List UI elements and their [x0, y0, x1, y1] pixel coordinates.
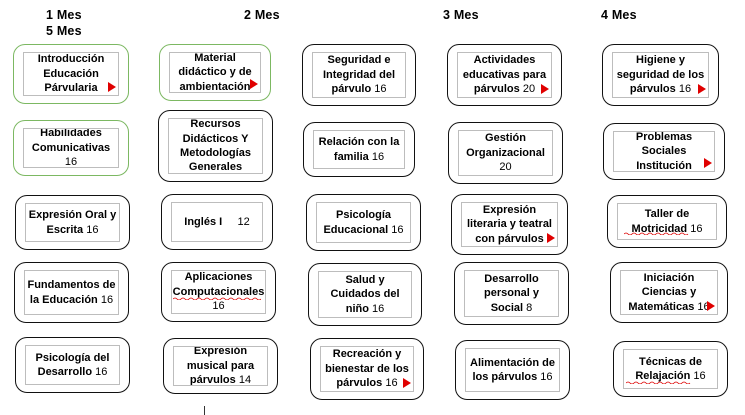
- course-hours: 16: [95, 366, 108, 378]
- month-header-4: 4 Mes: [601, 8, 637, 22]
- course-name: Expresión Oral y Escrita: [28, 209, 117, 236]
- flag-icon: [698, 84, 706, 94]
- course-card[interactable]: [13, 44, 129, 104]
- month-header-1: 1 Mes 5 Mes: [46, 8, 82, 38]
- course-label-box: [320, 346, 414, 392]
- course-card[interactable]: [302, 44, 416, 106]
- course-hours: 16: [372, 302, 385, 315]
- course-hours: 16: [385, 377, 398, 390]
- course-label-box: [465, 348, 560, 392]
- course-card[interactable]: [455, 340, 570, 400]
- course-name: Gestión Organizacional: [466, 132, 545, 159]
- course-name: Habilidades Comunicativas: [31, 128, 111, 154]
- course-hours: 16: [391, 223, 404, 236]
- text-cursor: [204, 406, 205, 415]
- course-name: Iniciación Ciencias y Matemáticas: [628, 271, 697, 313]
- course-card[interactable]: [303, 122, 415, 177]
- course-hours: 14: [238, 374, 252, 386]
- course-label-box: [168, 118, 263, 174]
- flag-icon: [403, 378, 411, 388]
- course-card[interactable]: [15, 195, 130, 250]
- course-label-box: [171, 270, 266, 314]
- course-hours: 16: [697, 300, 710, 313]
- course-hours: 20: [499, 161, 512, 174]
- flag-icon: [250, 79, 258, 89]
- course-card[interactable]: [159, 44, 271, 101]
- month-header-3: 3 Mes: [443, 8, 479, 22]
- spellcheck-underline: [626, 381, 692, 384]
- course-label-box: [25, 203, 120, 242]
- course-name: Psicología del Desarrollo: [35, 351, 110, 378]
- course-label-box: [313, 130, 405, 169]
- course-card[interactable]: [607, 195, 727, 248]
- course-hours: 16: [693, 370, 706, 382]
- course-hours: 16: [100, 293, 114, 306]
- course-card[interactable]: [603, 123, 725, 180]
- course-label-box: [464, 270, 559, 317]
- course-card[interactable]: [308, 263, 422, 326]
- course-name: Técnicas de Relajación: [635, 355, 702, 382]
- course-hours: 12: [237, 215, 250, 228]
- course-label-box: [457, 52, 552, 98]
- course-hours: 8: [526, 301, 533, 314]
- course-label-box: [24, 270, 119, 315]
- spellcheck-underline: [624, 232, 690, 235]
- course-label-box: [612, 52, 709, 98]
- flag-icon: [704, 158, 712, 168]
- flag-icon: [707, 301, 715, 311]
- course-label-box: [458, 130, 553, 176]
- course-name: Material didáctico y de ambientación: [178, 52, 252, 93]
- course-name: Salud y Cuidados del niño: [330, 273, 400, 315]
- course-name: Problemas Sociales Institución: [635, 131, 693, 172]
- course-hours: 20: [522, 83, 536, 96]
- course-card[interactable]: [602, 44, 719, 106]
- course-hours: 16: [540, 371, 553, 383]
- course-name: Fundamentos de la Educación: [27, 279, 116, 306]
- course-label-box: [316, 202, 411, 243]
- course-hours: 16: [371, 150, 385, 163]
- flag-icon: [108, 82, 116, 92]
- course-card[interactable]: [447, 44, 562, 106]
- course-card[interactable]: [448, 122, 563, 184]
- course-name: Taller de Motricidad: [631, 208, 690, 235]
- course-card[interactable]: [161, 262, 276, 322]
- course-name: Seguridad e Integridad del párvulo: [322, 54, 396, 96]
- course-name: Alimentación de los párvulos: [470, 356, 555, 383]
- course-name: Introducción Educación Párvularia: [37, 53, 105, 95]
- course-hours: 16: [678, 83, 692, 96]
- course-hours: 16: [212, 300, 225, 313]
- course-hours: 16: [64, 156, 78, 168]
- course-card[interactable]: [613, 341, 728, 397]
- course-label-box: [620, 270, 718, 315]
- course-label-box: [171, 202, 263, 242]
- course-name: Actividades educativas para párvulos: [462, 54, 547, 96]
- course-hours: 16: [690, 222, 703, 235]
- course-name: Psicología Educacional: [323, 209, 392, 236]
- course-card[interactable]: [310, 338, 424, 400]
- course-card[interactable]: [306, 194, 421, 251]
- course-card[interactable]: [14, 262, 129, 323]
- course-card[interactable]: [15, 337, 130, 393]
- course-card[interactable]: [13, 120, 129, 176]
- flag-icon: [541, 84, 549, 94]
- course-label-box: [461, 202, 558, 247]
- course-name: Recreación y bienestar de los párvulos: [325, 348, 409, 390]
- spellcheck-underline: [173, 297, 261, 300]
- course-name: Expresión musical para párvulos: [186, 346, 255, 386]
- course-hours: 16: [374, 83, 387, 96]
- month-header-2: 2 Mes: [244, 8, 280, 22]
- course-name: Expresión literaria y teatral con párvulos: [467, 203, 552, 245]
- flag-icon: [547, 233, 555, 243]
- course-card[interactable]: [163, 338, 278, 394]
- course-hours: 16: [86, 223, 99, 236]
- course-name: Aplicaciones Computacionales: [172, 271, 265, 298]
- course-label-box: [312, 52, 406, 98]
- course-card[interactable]: [454, 262, 569, 325]
- course-card[interactable]: [158, 110, 273, 182]
- course-label-box: [23, 52, 119, 96]
- course-name: Inglés I: [184, 215, 223, 228]
- course-label-box: [169, 52, 261, 93]
- course-label-box: [613, 131, 715, 172]
- course-name: Recursos Didácticos Y Metodologías Generales: [180, 118, 251, 174]
- course-name: Relación con la familia: [318, 136, 400, 163]
- course-label-box: [23, 128, 119, 168]
- course-name: Higiene y seguridad de los párvulos: [616, 54, 705, 96]
- course-card[interactable]: [451, 194, 568, 255]
- course-card[interactable]: [610, 262, 728, 323]
- course-label-box: [173, 346, 268, 386]
- course-card[interactable]: [161, 194, 273, 250]
- course-name: Desarrollo personal y Social: [483, 272, 540, 314]
- course-label-box: [25, 345, 120, 385]
- course-label-box: [318, 271, 412, 318]
